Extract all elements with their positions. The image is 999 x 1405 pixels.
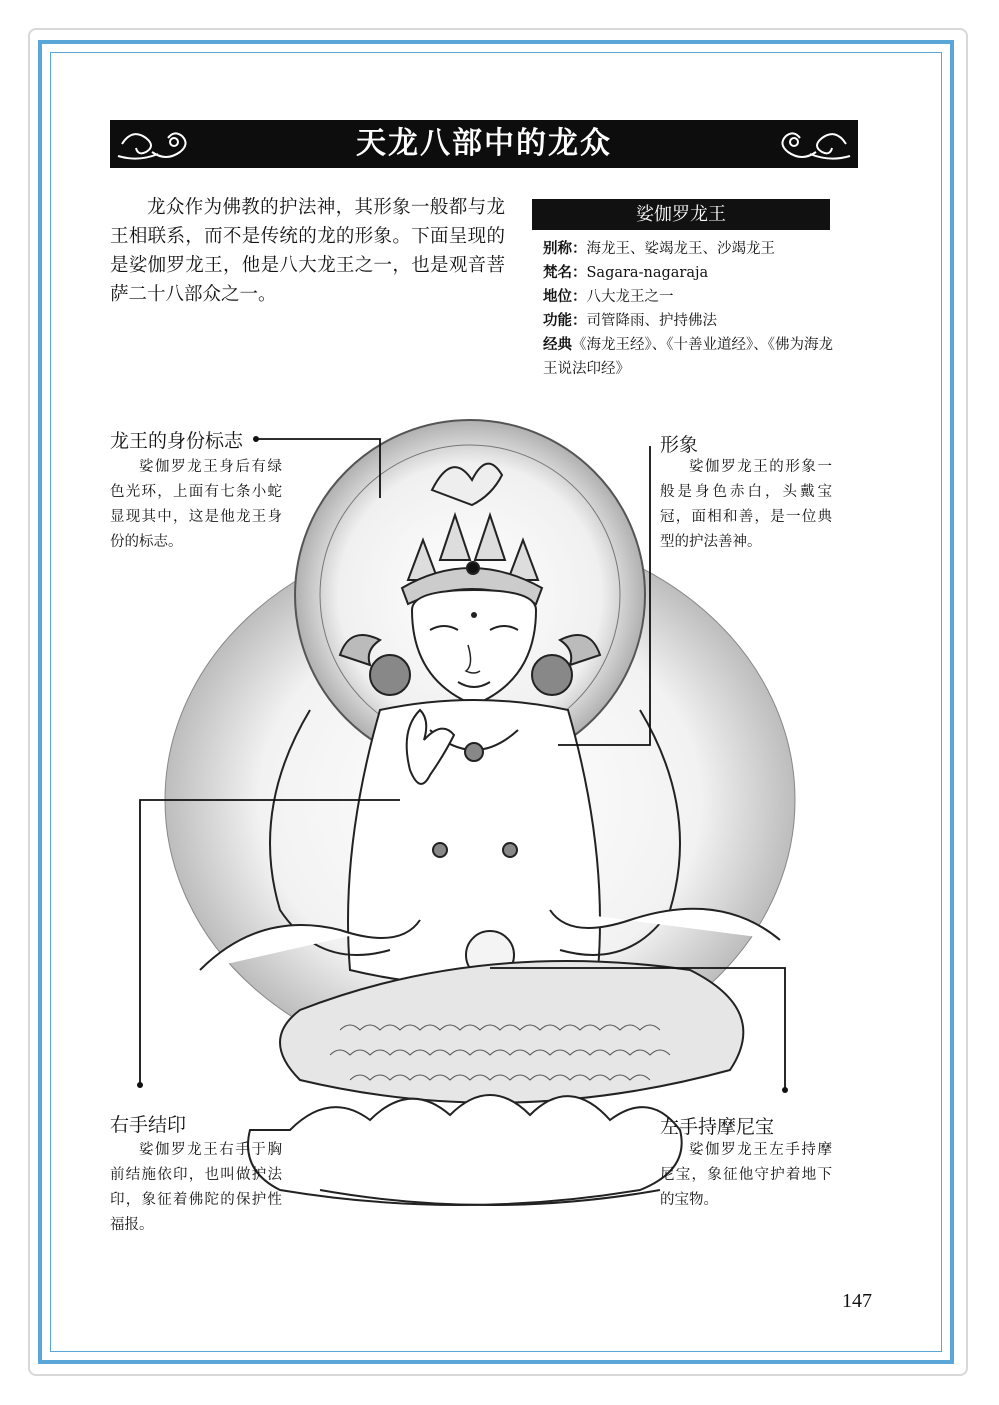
info-key: 梵名： (543, 265, 587, 281)
info-key: 地位： (543, 289, 587, 305)
info-value: 《海龙王经》、《十善业道经》、《佛为海龙王说法印经》 (543, 337, 833, 377)
info-value: Sagara-nagaraja (586, 265, 709, 281)
info-box-header: 娑伽罗龙王 (532, 199, 830, 230)
left-hand-description: 娑伽罗龙王左手持摩尼宝，象征他守护着地下的宝物。 (660, 1142, 832, 1208)
page-number: 147 (842, 1290, 872, 1312)
appearance-label: 形象 (660, 434, 699, 456)
intro-paragraph: 龙众作为佛教的护法神，其形象一般都与龙王相联系，而不是传统的龙的形象。下面呈现的是娑伽罗龙王，他是八大龙王之一，也是观音菩萨二十八部众之一。 (110, 197, 505, 305)
info-value: 司管降雨、护持佛法 (586, 313, 717, 329)
right-hand-label: 右手结印 (110, 1114, 187, 1136)
info-value: 八大龙王之一 (586, 289, 674, 305)
info-key: 别称： (543, 241, 587, 257)
info-key: 功能： (543, 313, 587, 329)
page-title: 天龙八部中的龙众 (356, 126, 612, 161)
identity-label: 龙王的身份标志 (110, 430, 244, 452)
info-key: 经典 (543, 337, 572, 353)
appearance-description: 娑伽罗龙王的形象一般是身色赤白，头戴宝冠，面相和善，是一位典型的护法善神。 (660, 459, 832, 550)
left-hand-label: 左手持摩尼宝 (660, 1116, 775, 1138)
info-value: 海龙王、娑竭龙王、沙竭龙王 (586, 241, 775, 257)
right-hand-description: 娑伽罗龙王右手于胸前结施依印，也叫做护法印，象征着佛陀的保护性福报。 (110, 1142, 282, 1233)
identity-description: 娑伽罗龙王身后有绿色光环，上面有七条小蛇显现其中，这是他龙王身份的标志。 (110, 459, 282, 550)
